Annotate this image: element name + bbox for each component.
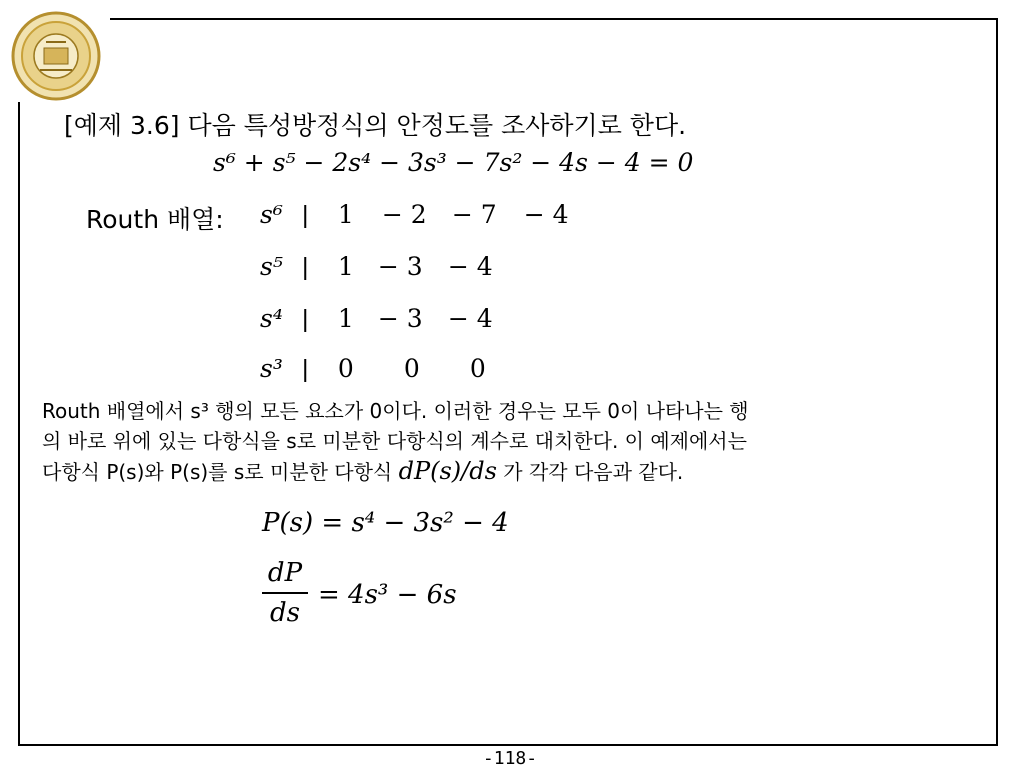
routh-cell: 1 [337,200,354,229]
derivative-fraction [262,558,308,628]
routh-row-s3 [260,354,500,384]
logo-area [0,0,110,102]
routh-cell: − 7 [451,200,497,229]
routh-cell: − 3 [377,304,423,333]
routh-separator: | [301,305,309,333]
paragraph-text: 다항식 P(s)와 P(s)를 s로 미분한 다항식 [42,460,393,484]
fraction-denominator: ds [270,598,300,628]
paragraph-line: Routh 배열에서 s³ 행의 모든 요소가 0이다. 이러한 경우는 모두 0이 나타나는 행 [42,399,749,423]
routh-power: s⁴ [260,304,283,333]
routh-row-s6 [260,200,574,230]
routh-cell: 1 [337,304,354,333]
routh-row-s4 [260,304,498,334]
explanation-paragraph [42,396,972,487]
fraction-bar [262,592,308,594]
university-seal-logo [10,10,102,102]
example-title: [예제 3.6] 다음 특성방정식의 안정도를 조사하기로 한다. [64,111,687,140]
routh-cell: − 3 [377,252,423,281]
paragraph-line: 의 바로 위에 있는 다항식을 s로 미분한 다항식의 계수로 대치한다. 이 예제에서는 [42,429,747,453]
routh-cell: 1 [337,252,354,281]
paragraph-line [42,456,972,487]
routh-separator: | [301,201,309,229]
routh-cell: − 4 [447,252,493,281]
derivative-result: = 4s³ − 6s [318,580,457,610]
routh-power: s³ [260,354,283,383]
routh-cell: 0 [403,354,420,383]
routh-separator: | [301,253,309,281]
page-number: -118- [482,748,538,769]
derivative-notation: dP(s)/ds [398,457,497,485]
routh-power: s⁵ [260,252,283,281]
routh-separator: | [301,355,309,383]
paragraph-text: 가 각각 다음과 같다. [503,460,684,484]
auxiliary-polynomial: P(s) = s⁴ − 3s² − 4 [262,508,509,538]
routh-cell: − 4 [447,304,493,333]
routh-label: Routh 배열: [86,205,224,234]
routh-cell: − 2 [381,200,427,229]
routh-cell: 0 [337,354,354,383]
routh-row-s5 [260,252,498,282]
characteristic-equation [213,148,693,177]
routh-cell: 0 [469,354,486,383]
routh-power: s⁶ [260,200,283,229]
fraction-numerator: dP [267,558,303,588]
routh-cell: − 4 [523,200,569,229]
char-eq-text: s⁶ + s⁵ − 2s⁴ − 3s³ − 7s² − 4s − 4 = 0 [213,148,694,177]
